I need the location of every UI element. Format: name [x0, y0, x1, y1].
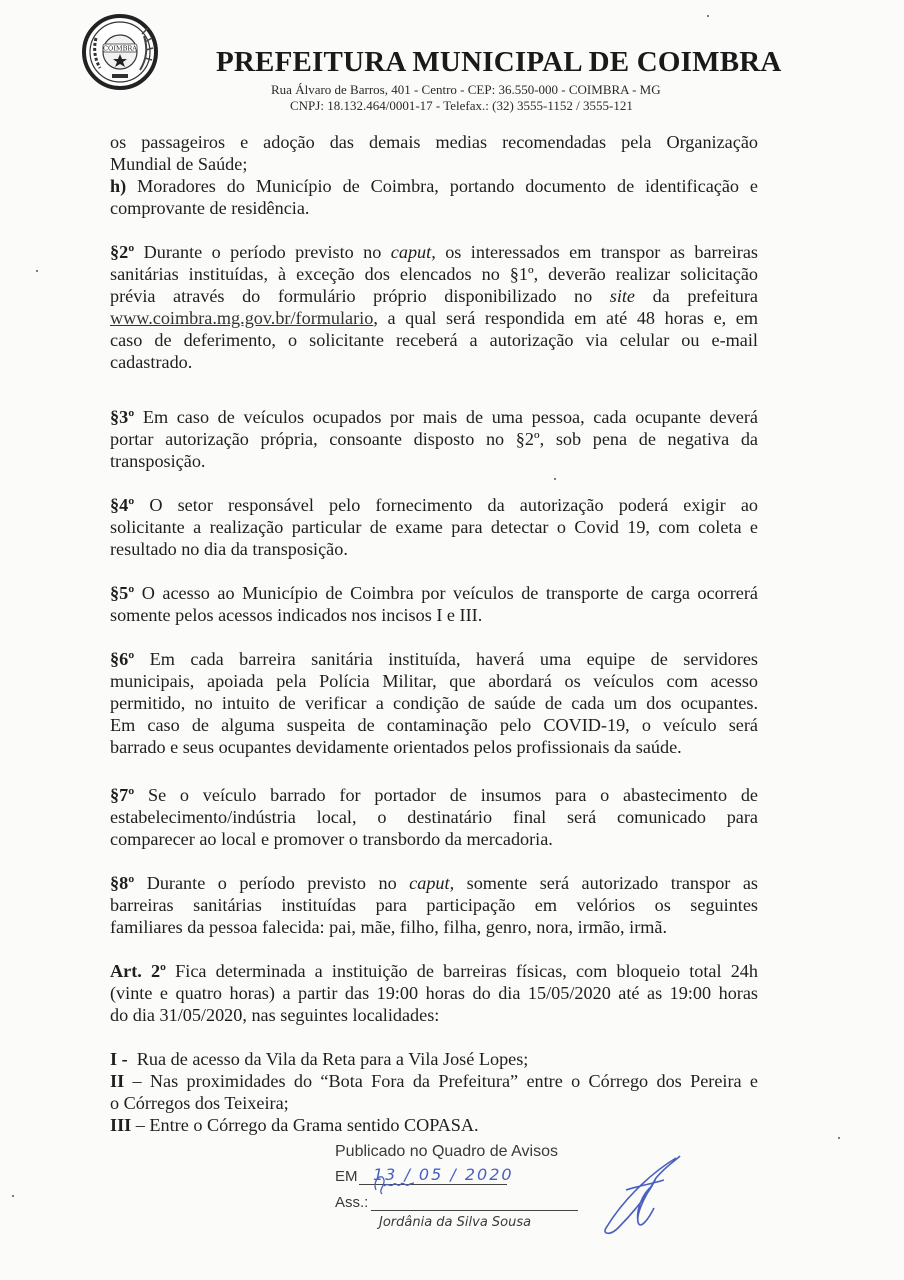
stamp-title: Publicado no Quadro de Avisos	[335, 1143, 558, 1160]
item-label: III	[110, 1115, 132, 1135]
text-line	[110, 406, 758, 428]
scan-speck	[12, 1195, 14, 1197]
handwritten-date: 13 / 05 / 2020	[373, 1165, 514, 1184]
paragraph-2	[110, 241, 758, 373]
text-line	[110, 241, 758, 263]
text-line: comparecer ao local e promover o transbordo da mercadoria.	[110, 829, 553, 849]
scan-speck	[838, 1137, 840, 1139]
text-line	[110, 648, 758, 670]
item-h	[110, 175, 758, 197]
text-span: Durante o período previsto no	[134, 242, 391, 262]
text-line	[110, 582, 758, 604]
section-label: §6º	[110, 649, 135, 669]
section-label: §5º	[110, 583, 135, 603]
item-label: I -	[110, 1049, 128, 1069]
header-address: Rua Álvaro de Barros, 401 - Centro - CEP: 36.550-000 - COIMBRA - MG	[271, 82, 661, 97]
scan-speck	[36, 270, 38, 272]
list-item	[110, 1048, 758, 1070]
page-title: PREFEITURA MUNICIPAL DE COIMBRA	[216, 46, 782, 78]
text-span: Em caso de veículos ocupados por mais de uma pessoa, cada ocupante deverá	[134, 407, 758, 427]
text-line: cadastrado.	[110, 352, 193, 372]
paragraph-7	[110, 784, 758, 850]
text-line: (vinte e quatro horas) a partir das 19:00 horas do dia 15/05/2020 até as 19:00 horas	[110, 983, 758, 1003]
article-label: Art. 2º	[110, 961, 167, 981]
text-line	[110, 960, 758, 982]
text-line	[110, 494, 758, 516]
formulario-link[interactable]: www.coimbra.mg.gov.br/formulario	[110, 308, 374, 328]
text-line	[110, 872, 758, 894]
text-span: os interessados em transpor as barreiras	[435, 242, 758, 262]
paragraph-continuation	[110, 131, 758, 219]
text-span: O setor responsável pelo fornecimento da autorização poderá exigir ao	[134, 495, 758, 515]
text-line: o Córregos dos Teixeira;	[110, 1093, 289, 1113]
text-span: Rua de acesso da Vila da Reta para a Vila José Lopes;	[127, 1049, 529, 1069]
text-line: barreiras sanitárias instituídas para participação em velórios os seguintes	[110, 895, 758, 915]
signature-mark	[596, 1150, 686, 1240]
list-item	[110, 1114, 758, 1136]
text-line: municipais, apoiada pela Polícia Militar, que abordará os veículos com acesso	[110, 671, 758, 691]
text-line	[110, 784, 758, 806]
paragraph-6	[110, 648, 758, 758]
section-label: §7º	[110, 785, 135, 805]
text-span: O acesso ao Município de Coimbra por veículos de transporte de carga ocorrerá	[134, 583, 758, 603]
stamp-ass-label: Ass.:	[335, 1194, 369, 1211]
text-span: , a qual será respondida em até 48 horas e, em	[373, 308, 758, 328]
item-label: II	[110, 1071, 125, 1091]
text-line: caso de deferimento, o solicitante receberá a autorização via celular ou e-mail	[110, 330, 758, 350]
text-line: Moradores do Município de Coimbra, portando documento de identificação e	[126, 176, 758, 196]
text-line: barrado e seus ocupantes devidamente orientados pelos profissionais da saúde.	[110, 737, 682, 757]
header-contact: CNPJ: 18.132.464/0001-17 - Telefax.: (32) 3555-1152 / 3555-121	[290, 98, 633, 113]
italic-term: caput,	[409, 873, 455, 893]
item-label: h)	[110, 176, 127, 196]
text-span: Fica determinada a instituição de barreiras físicas, com bloqueio total 24h	[166, 961, 758, 981]
text-line: estabelecimento/indústria local, o destinatário final será comunicado para	[110, 807, 758, 827]
list-item	[110, 1070, 758, 1092]
text-line: os passageiros e adoção das demais medias recomendadas pela Organização	[110, 132, 758, 152]
stamp-signature-line	[371, 1210, 578, 1211]
svg-text:COIMBRA: COIMBRA	[103, 44, 137, 53]
article-2	[110, 960, 758, 1026]
stamp-signatory-name: Jordânia da Silva Sousa	[379, 1215, 532, 1230]
scan-speck	[707, 15, 709, 17]
italic-term: site	[609, 286, 636, 306]
stamp-em-label: EM	[335, 1168, 358, 1185]
text-span: prévia através do formulário próprio disponibilizado no	[110, 286, 610, 306]
text-span: da prefeitura	[635, 286, 758, 306]
section-label: §4º	[110, 495, 135, 515]
paragraph-8	[110, 872, 758, 938]
text-line: somente pelos acessos indicados nos incisos I e III.	[110, 605, 483, 625]
text-line: familiares da pessoa falecida: pai, mãe, filho, filha, genro, nora, irmão, irmã.	[110, 917, 668, 937]
text-span: Em cada barreira sanitária instituída, haverá uma equipe de servidores	[134, 649, 758, 669]
section-label: §8º	[110, 873, 135, 893]
text-span: – Entre o Córrego da Grama sentido COPASA.	[131, 1115, 479, 1135]
paragraph-5	[110, 582, 758, 626]
scan-speck	[554, 478, 556, 480]
section-label: §3º	[110, 407, 135, 427]
text-line: sanitárias instituídas, à exceção dos elencados no §1º, deverão realizar solicitação	[110, 264, 758, 284]
paragraph-4	[110, 494, 758, 560]
text-span: Se o veículo barrado for portador de insumos para o abastecimento de	[134, 785, 758, 805]
stamp-signature-scribble	[368, 1168, 418, 1198]
text-span: – Nas proximidades do “Bota Fora da Prefeitura” entre o Córrego dos Pereira e	[124, 1071, 758, 1091]
italic-term: caput,	[390, 242, 436, 262]
text-line: do dia 31/05/2020, nas seguintes localidades:	[110, 1005, 440, 1025]
text-span: Durante o período previsto no	[134, 873, 410, 893]
text-line: portar autorização própria, consoante disposto no §2º, sob pena de negativa da	[110, 429, 758, 449]
text-line	[110, 285, 758, 307]
text-line: transposição.	[110, 451, 206, 471]
text-line: Em caso de alguma suspeita de contaminação pelo COVID-19, o veículo será	[110, 715, 758, 735]
locations-list	[110, 1048, 758, 1136]
text-line: permitido, no intuito de verificar a condição de saúde de cada um dos ocupantes.	[110, 693, 758, 713]
text-line: resultado no dia da transposição.	[110, 539, 348, 559]
paragraph-3	[110, 406, 758, 472]
text-line	[110, 307, 758, 329]
section-label: §2º	[110, 242, 135, 262]
text-span: somente será autorizado transpor as	[454, 873, 758, 893]
text-line: comprovante de residência.	[110, 198, 310, 218]
text-line: Mundial de Saúde;	[110, 154, 248, 174]
municipal-seal-logo	[82, 14, 158, 90]
text-line: solicitante a realização particular de exame para detectar o Covid 19, com coleta e	[110, 517, 758, 537]
